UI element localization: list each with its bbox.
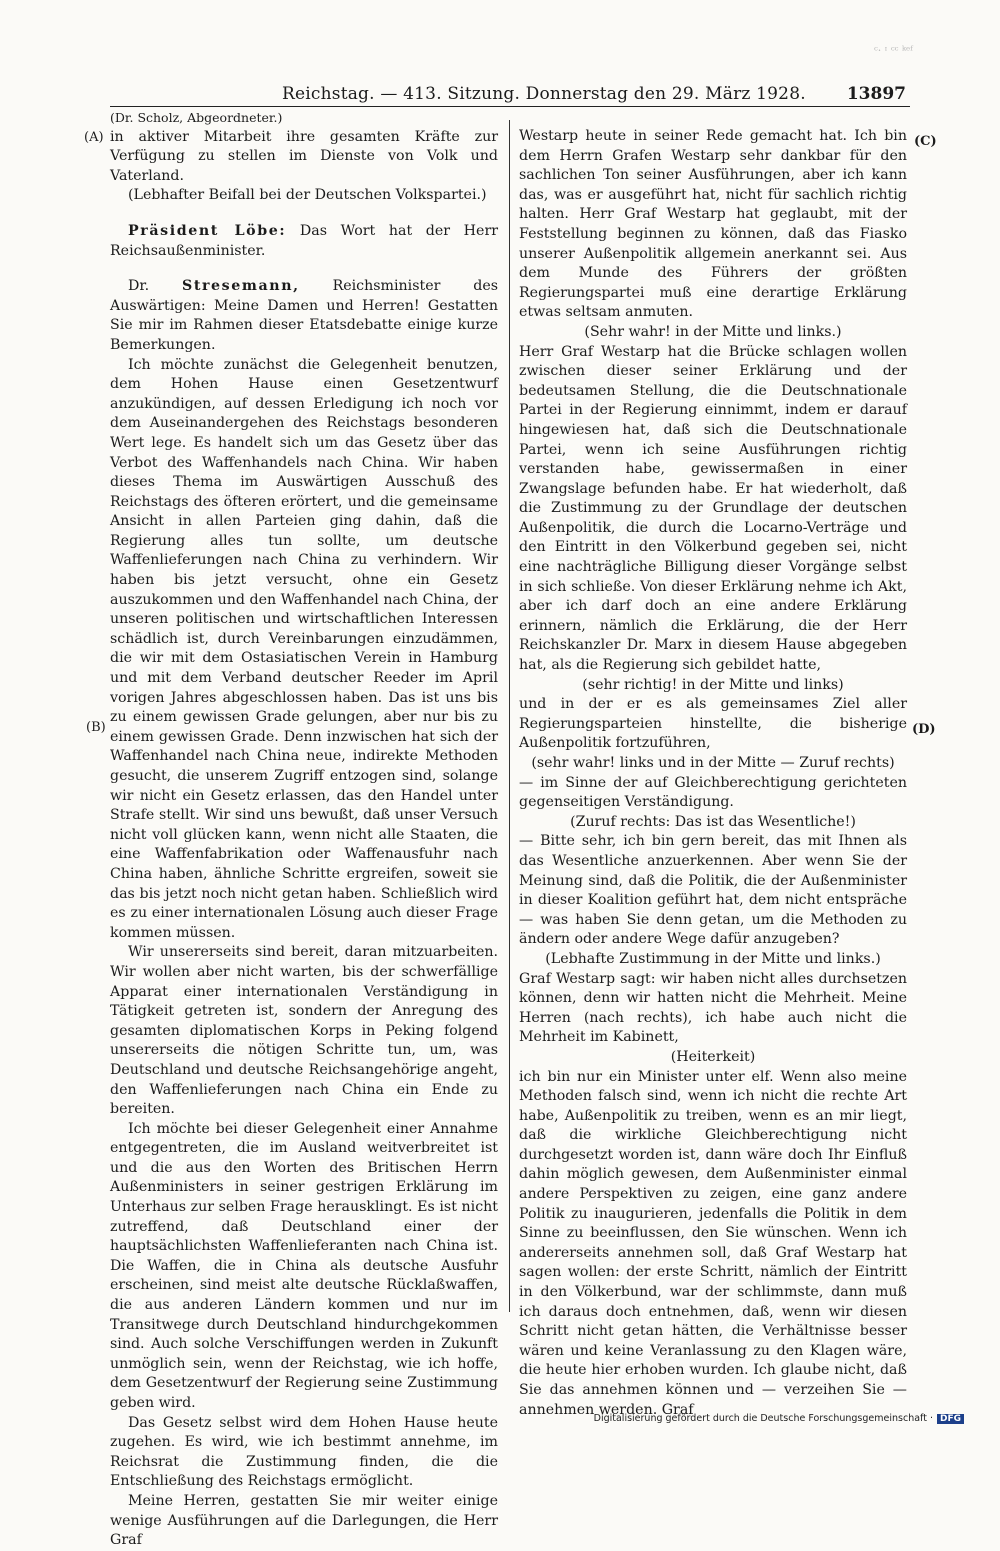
speech-paragraph: Wir unsererseits sind bereit, daran mitzuarbeiten. Wir wollen aber nicht warten, bis der schwerfällige Apparat einer internationalen Verständigung in Tätigkeit getreten ist, sondern der Anregung des gesamten diplomatischen Korps in Peking folgend unsererseits die nötigen Schritte tun, um, was Deutschland und deutsche Reichsangehörige angeht, den Waffenlieferungen nach China ein Ende zu bereiten. [110,944,498,1118]
president-name: Präsident Löbe: [128,222,287,239]
speech-paragraph: Westarp heute in seiner Rede gemacht hat. Ich bin dem Herrn Grafen Westarp sehr dankbar für den sachlichen Ton seiner Ausführungen, aber ich kann das, was er ausgeführt hat, nicht für sachlich richtig halten. Herr Graf Westarp hat geglaubt, mit der Feststellung beginnen zu können, daß das Fiasko unserer Außenpolitik allgemein anerkannt sei. Aus dem Munde des Führers der größten Regierungspartei muß eine derartige Erklärung etwas seltsam anmuten. [519,128,907,321]
speech-paragraph: Meine Herren, gestatten Sie mir weiter einige wenige Ausführungen auf die Darlegungen, die Herr Graf [110,1492,498,1549]
speaker-intro: Dr. Stresemann, Reichsminister des Auswärtigen: Meine Damen und Herren! Gestatten Sie mir im Rahmen dieser Etatsdebatte einige kurze Bemerkungen. [110,278,498,353]
president-statement [110,222,498,261]
digitization-footer [594,1413,964,1424]
margin-scribble: ᶜ· ᶦ ᶜᶜ ᵏᵉᶠ [874,44,913,57]
interjection: (sehr richtig! in der Mitte und links) [582,676,844,693]
applause-interjection: (Lebhafter Beifall bei der Deutschen Volkspartei.) [128,187,487,204]
speech-paragraph: Graf Westarp sagt: wir haben nicht alles durchsetzen können, denn wir hatten nicht die Mehrheit. Meine Herren (nach rechts), ich habe auch nicht die Mehrheit im Kabinett, [519,970,907,1046]
right-column [519,127,907,1420]
left-column [110,108,498,1551]
page-title: Reichstag. — 413. Sitzung. Donnerstag den 29. März 1928. [282,84,806,104]
speech-paragraph: ich bin nur ein Minister unter elf. Wenn also meine Methoden falsch sind, wenn ich nicht die rechte Art habe, Außenpolitik zu treiben, wenn es an mir liegt, daß die wirkliche Gleichberechtigung nicht durchgesetzt worden ist, dann wäre doch Ihr Einfluß dahin möglich gewesen, dem Außenminister einmal andere Perspektiven zu zeigen, eine ganz andere Politik zu inaugurieren, jedenfalls die Politik in dem Sinne zu beeinflussen, den Sie wünschen. Wenn ich andererseits annehmen soll, daß Graf Westarp hat sagen wollen: der erste Schritt, nämlich der Eintritt in den Völkerbund, war der schlimmste, dann muß ich daraus doch entnehmen, daß, wenn wir diesen Schritt nicht getan hätten, die Verhältnisse besser wären und keine Veranlassung zu den Klagen wäre, die heute hier erhoben wurden. Ich glaube nicht, daß Sie das annehmen können und — verzeihen Sie — annehmen werden. Graf [519,1068,907,1418]
interjection: (Sehr wahr! in der Mitte und links.) [584,323,842,340]
interjection: (sehr wahr! links und in der Mitte — Zuruf rechts) [531,755,895,771]
interjection: (Zuruf rechts: Das ist das Wesentliche!) [570,813,856,830]
margin-marker-d: (D) [912,722,936,737]
speech-paragraph: Ich möchte bei dieser Gelegenheit einer Annahme entgegentreten, die im Ausland weitverbreitet ist und die aus den Worten des Britischen Herrn Außenministers in seiner gestrigen Erklärung im Unterhaus zur selben Frage herausklingt. Es ist nicht zutreffend, daß Deutschland einer der hauptsächlichsten Waffenlieferanten nach China ist. Die Waffen, die in China als deutsche Ausfuhr erscheinen, sind meist alte deutsche Rücklaßwaffen, die aus anderen Ländern kommen und nur im Transitwege durch Deutschland hindurchgekommen sind. Auch solche Verschiffungen werden in Zukunft unmöglich sein, wenn der Reichstag, wie ich hoffe, dem Gesetzentwurf der Regierung seine Zustimmung geben wird. [110,1120,498,1411]
margin-marker-c: (C) [914,134,937,149]
page-header [110,78,910,107]
speech-paragraph: Ich möchte zunächst die Gelegenheit benutzen, dem Hohen Hause einen Gesetzentwurf anzukündigen, auf dessen Erledigung ich noch vor dem Auseinandergehen des Reichstags besonderen Wert lege. Es handelt sich um das Gesetz über das Verbot des Waffenhandels nach China. Wir haben dieses Thema im Auswärtigen Ausschuß des Reichstags des öfteren erörtert, und die gemeinsame Ansicht in allen Parteien ging dahin, daß die Regierung alles tun sollte, um deutsche Waffenlieferungen nach China zu verhindern. Wir haben bis jetzt versucht, ohne ein Gesetz auszukommen und den Waffenhandel nach China, der unseren politischen und wirtschaftlichen Interessen schädlich ist, durch Vereinbarungen einzudämmen, die wir mit dem Ostasiatischen Verein in Hamburg und mit dem Verband deutscher Reeder im April vorigen Jahres abgeschlossen haben. Das ist uns bis zu einem gewissen Grade gelungen, aber nur bis zu einem gewissen Grade. Denn inzwischen hat sich der Waffenhandel nach China neue, indirekte Methoden gesucht, die unserem Zugriff entzogen sind, solange wir nicht ein Gesetz erlassen, das den Handel unter Strafe stellt. Wir sind uns bewußt, daß unser Versuch nicht voll glücken kann, wenn nicht alle Staaten, die eine Waffenfabrikation oder Waffenausfuhr nach China haben, ähnliche Schritte ergreifen, soweit sie das bis jetzt noch nicht getan haben. Schließlich wird es zu einer internationalen Lösung auch dieser Frage kommen müssen. [110,356,498,941]
speech-paragraph: Herr Graf Westarp hat die Brücke schlagen wollen zwischen dieser seiner Erklärung und der bedeutsamen Stellung, die die Deutschnationale Partei in der Regierung einnimmt, indem er darauf hingewiesen hat, daß sich die Deutschnationale Partei, wenn ich seine Ausführungen richtig verstanden habe, gewissermaßen in einer Zwangslage befunden habe. Er hat wiederholt, daß die Zustimmung zu der Grundlage der deutschen Außenpolitik, die durch die Locarno-Verträge und den Eintritt in den Völkerbund gegeben sei, nicht eine nachträgliche Billigung dieser Vorgänge selbst in sich schließe. Von dieser Erklärung nehme ich Akt, aber ich darf doch an eine andere Erklärung erinnern, nämlich die Erklärung, die der Herr Reichskanzler Dr. Marx in diesem Hause abgegeben hat, als die Regierung sich gebildet hatte, [519,343,907,674]
interjection: (Lebhafte Zustimmung in der Mitte und links.) [545,950,881,967]
speech-paragraph: — im Sinne der auf Gleichberechtigung gerichteten gegenseitigen Verständigung. [519,774,907,811]
column-divider [509,120,510,1312]
speech-paragraph: Das Gesetz selbst wird dem Hohen Hause heute zugehen. Es wird, wie ich bestimmt annehme, im Reichsrat die Zustimmung finden, die die Entschließung des Reichstags ermöglicht. [110,1414,498,1490]
speaker-note: (Dr. Scholz, Abgeordneter.) [110,110,283,125]
intro-paragraph: in aktiver Mitarbeit ihre gesamten Kräfte zur Verfügung zu stellen im Dienste von Volk und Vaterland. [110,128,498,184]
speaker-role: Reichsminister des Auswärtigen: Meine Damen und Herren! Gestatten Sie mir im Rahmen dieser Etatsdebatte einige kurze Bemerkungen. [110,278,498,353]
president-text: Das Wort hat der Herr Reichsaußenminister. [110,222,499,259]
speech-paragraph: — Bitte sehr, ich bin gern bereit, das mit Ihnen als das Wesentliche anzuerkennen. Aber wenn Sie der Meinung sind, daß die Politik, die der Außenminister in dieser Koalition geführt hat, dem nicht entspräche — was haben Sie denn getan, um die Methoden zu ändern oder andere Wege dafür anzugeben? [519,833,907,948]
margin-marker-a: (A) [84,130,104,145]
footer-text: Digitalisierung gefördert durch die Deutsche Forschungsgemeinschaft · [593,1413,933,1424]
margin-marker-b: (B) [86,720,106,735]
dfg-logo: DFG [937,1414,964,1424]
interjection: (Heiterkeit) [670,1048,756,1065]
page-number: 13897 [846,84,906,104]
speaker-name: Stresemann, [181,278,300,295]
speech-paragraph: und in der er es als gemeinsames Ziel aller Regierungsparteien hinstellte, die bisherige Außenpolitik fortzuführen, [519,696,907,752]
